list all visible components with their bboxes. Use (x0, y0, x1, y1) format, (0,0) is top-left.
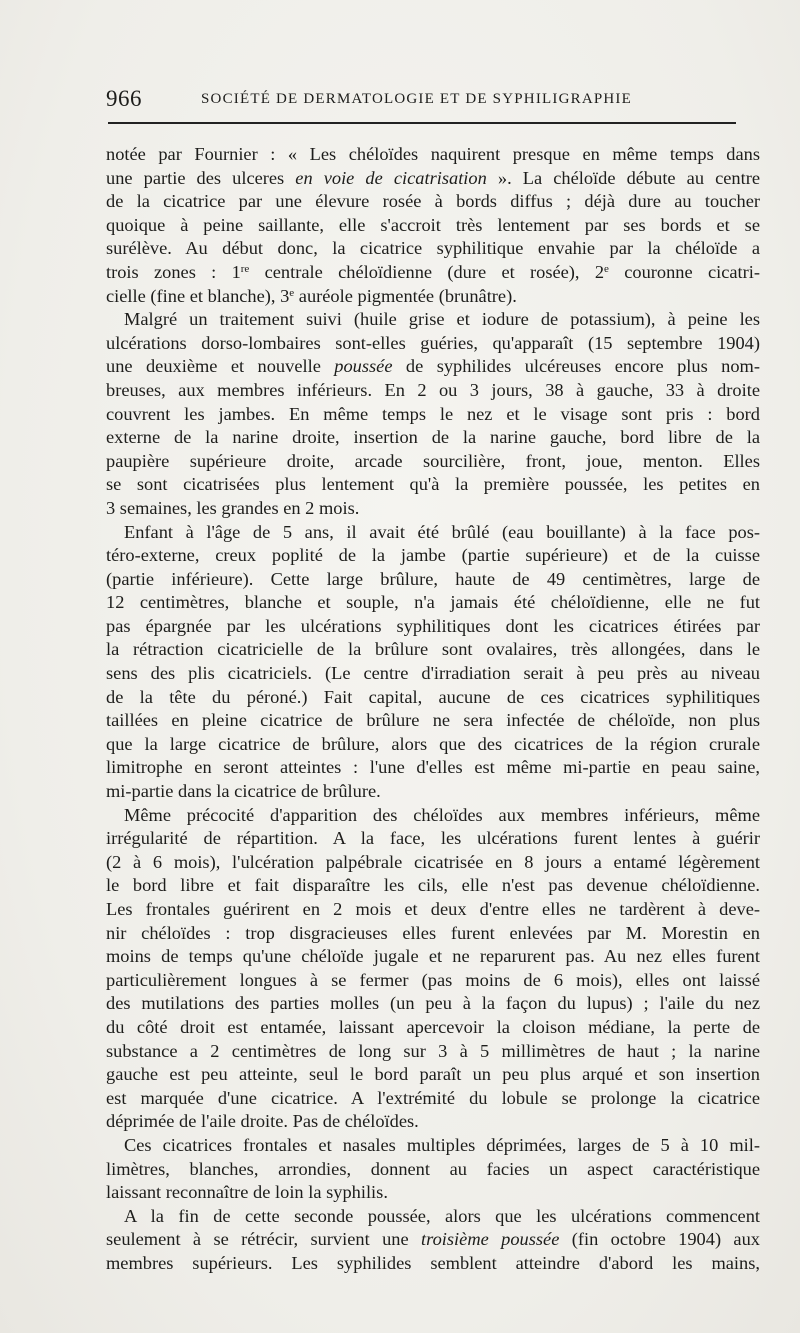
text-line (106, 497, 760, 521)
line-text: pas épargnée par les ulcérations syphilitiques dont les cicatrices étirées par (106, 615, 760, 636)
text-line (106, 969, 760, 993)
header-rule (108, 122, 736, 124)
line-text: taillées en pleine cicatrice de brûlure ne sera infectée de chéloïde, non plus (106, 710, 760, 731)
line-text: centrale chéloïdienne (dure et rosée), 2 (249, 261, 605, 282)
line-text: laissant reconnaître de loin la syphilis. (106, 1182, 388, 1203)
line-text: notée par Fournier : « Les chéloïdes naquirent presque en même temps dans (106, 144, 760, 164)
line-text: Ces cicatrices frontales et nasales multiples déprimées, larges de 5 à 10 mil- (124, 1134, 760, 1155)
text-line (106, 992, 760, 1016)
text-line (106, 544, 760, 568)
running-head: SOCIÉTÉ DE DERMATOLOGIE ET DE SYPHILIGRAPHIE (201, 91, 632, 107)
line-text: paupière supérieure droite, arcade sourcilière, front, joue, menton. Elles (106, 450, 760, 471)
text-line (106, 1158, 760, 1182)
text-line (106, 285, 760, 309)
line-text: particulièrement longues à se fermer (pas moins de 6 mois), elles ont laissé (106, 969, 760, 990)
text-line (106, 167, 760, 191)
text-line (106, 379, 760, 403)
text-line (106, 214, 760, 238)
text-line (106, 756, 760, 780)
text-line (106, 1134, 760, 1158)
line-text: breuses, aux membres inférieurs. En 2 ou 3 jours, 38 à gauche, 33 à droite (106, 379, 760, 400)
text-line (106, 686, 760, 710)
line-text: (2 à 6 mois), l'ulcération palpébrale cicatrisée en 8 jours a entamé légèrement (106, 851, 760, 872)
text-line (106, 1181, 760, 1205)
line-text: nir chéloïdes : trop disgracieuses elles furent enlevées par M. Morestin en (106, 922, 760, 943)
line-text: seulement à se rétrécir, survient une (106, 1229, 421, 1250)
line-text: substance a 2 centimètres de long sur 3 à 5 millimètres de haut ; la narine (106, 1040, 760, 1061)
line-text: externe de la narine droite, insertion de la narine gauche, bord libre de la (106, 427, 760, 448)
line-text: auréole pigmentée (brunâtre). (294, 285, 517, 306)
line-text: membres supérieurs. Les syphilides semblent atteindre d'abord les mains, (106, 1252, 760, 1273)
body-text (106, 143, 760, 1276)
text-line (106, 898, 760, 922)
line-text: du côté droit est entamée, laissant apercevoir la cloison médiane, la perte de (106, 1016, 760, 1037)
line-text: Même précocité d'apparition des chéloïdes aux membres inférieurs, même (124, 804, 760, 825)
text-line (106, 1063, 760, 1087)
line-text: gauche est peu atteinte, seul le bord paraît un peu plus arqué et son insertion (106, 1064, 760, 1085)
text-line (106, 591, 760, 615)
line-text: Enfant à l'âge de 5 ans, il avait été brûlé (eau bouillante) à la face pos- (124, 521, 760, 542)
text-line (106, 1110, 760, 1134)
page-header (106, 86, 738, 114)
text-line (106, 473, 760, 497)
line-text: le bord libre et fait disparaître les cils, elle n'est pas devenue chéloïdienne. (106, 875, 760, 896)
line-text: la rétraction cicatricielle de la brûlure sont ovalaires, très allongées, dans le (106, 639, 760, 660)
text-line (106, 1205, 760, 1229)
line-text: couvrent les jambes. En même temps le nez et le visage sont pris : bord (106, 403, 760, 424)
text-line (106, 143, 760, 167)
line-text: 3 semaines, les grandes en 2 mois. (106, 497, 360, 518)
text-line (106, 874, 760, 898)
line-text: de la tête du péroné.) Fait capital, aucune de ces cicatrices syphilitiques (106, 686, 760, 707)
text-line (106, 709, 760, 733)
line-text: téro-externe, creux poplité de la jambe (partie supérieure) et de la cuisse (106, 545, 760, 566)
italic-text: troisième poussée (421, 1229, 560, 1250)
line-text: irrégularité de répartition. A la face, les ulcérations furent lentes à guérir (106, 828, 760, 849)
text-line (106, 662, 760, 686)
text-line (106, 355, 760, 379)
line-text: se sont cicatrisées plus lentement qu'à la première poussée, les petites en (106, 474, 760, 495)
text-line (106, 237, 760, 261)
text-line (106, 922, 760, 946)
text-line (106, 945, 760, 969)
line-text: est marquée d'une cicatrice. A l'extrémité du lobule se prolonge la cicatrice (106, 1087, 760, 1108)
line-text: Les frontales guérirent en 2 mois et deux d'entre elles ne tardèrent à deve- (106, 899, 760, 919)
line-text: Malgré un traitement suivi (huile grise et iodure de potassium), à peine les (124, 309, 760, 330)
line-text: A la fin de cette seconde poussée, alors que les ulcérations commencent (124, 1205, 760, 1226)
text-line (106, 638, 760, 662)
line-text: (fin octobre 1904) aux (559, 1229, 760, 1250)
italic-text: poussée (334, 356, 393, 377)
text-line (106, 733, 760, 757)
text-line (106, 851, 760, 875)
text-line (106, 1228, 760, 1252)
superscript: e (604, 262, 609, 275)
line-text: ». La chéloïde débute au centre (486, 167, 760, 188)
text-line (106, 1040, 760, 1064)
text-line (106, 308, 760, 332)
page-number: 966 (106, 86, 142, 111)
line-text: de la cicatrice par une élevure rosée à bords diffus ; déjà dure au toucher (106, 191, 760, 212)
line-text: (partie inférieure). Cette large brûlure, haute de 49 centimètres, large de (106, 568, 760, 589)
line-text: déprimée de l'aile droite. Pas de chéloïdes. (106, 1111, 419, 1132)
text-line (106, 1252, 760, 1276)
line-text: quoique à peine saillante, elle s'accroit très lentement par ses bords et se (106, 214, 760, 235)
italic-text: en voie de cicatrisation (295, 167, 487, 188)
text-line (106, 780, 760, 804)
line-text: une deuxième et nouvelle (106, 356, 335, 377)
line-text: 12 centimètres, blanche et souple, n'a jamais été chéloïdienne, elle ne fut (106, 592, 760, 613)
line-text: cielle (fine et blanche), 3 (106, 285, 290, 306)
line-text: que la large cicatrice de brûlure, alors que des cicatrices de la région crurale (106, 733, 760, 754)
line-text: limitrophe en seront atteintes : l'une d'elles est même mi-partie en peau saine, (106, 757, 760, 778)
text-line (106, 615, 760, 639)
text-line (106, 190, 760, 214)
text-line (106, 521, 760, 545)
line-text: des mutilations des parties molles (un peu à la façon du lupus) ; l'aile du nez (106, 993, 760, 1014)
text-line (106, 1087, 760, 1111)
text-line (106, 804, 760, 828)
line-text: ulcérations dorso-lombaires sont-elles guéries, qu'apparaît (15 septembre 1904) (106, 332, 760, 353)
line-text: trois zones : 1 (106, 261, 241, 282)
text-line (106, 403, 760, 427)
text-line (106, 568, 760, 592)
text-line (106, 1016, 760, 1040)
line-text: moins de temps qu'une chéloïde jugale et ne reparurent pas. Au nez elles furent (106, 946, 760, 967)
line-text: surélève. Au début donc, la cicatrice syphilitique envahie par la chéloïde a (106, 238, 760, 259)
line-text: de syphilides ulcéreuses encore plus nom- (392, 356, 760, 377)
line-text: mi-partie dans la cicatrice de brûlure. (106, 781, 381, 802)
text-line (106, 426, 760, 450)
line-text: couronne cicatri- (608, 261, 761, 282)
superscript: re (240, 262, 250, 275)
text-line (106, 261, 760, 285)
line-text: sens des plis cicatriciels. (Le centre d'irradiation serait à peu près au niveau (106, 663, 760, 684)
text-line (106, 827, 760, 851)
text-line (106, 450, 760, 474)
text-line (106, 332, 760, 356)
line-text: limètres, blanches, arrondies, donnent au facies un aspect caractéristique (106, 1158, 760, 1179)
superscript: e (289, 286, 295, 299)
line-text: une partie des ulceres (106, 167, 296, 188)
